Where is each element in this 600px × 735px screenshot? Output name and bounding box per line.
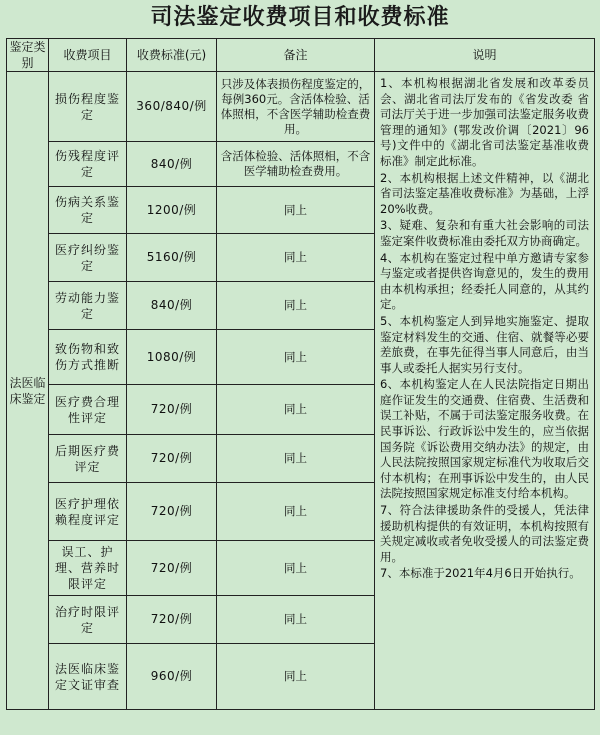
remark-cell: 只涉及体表损伤程度鉴定的，每例360元。含活体检验、活体照相，不含医学辅助检查费用。 bbox=[217, 72, 375, 142]
remark-cell: 同上 bbox=[217, 330, 375, 385]
explanation-item: 2、本机构根据上述文件精神，以《湖北省司法鉴定基准收费标准》为基础，上浮20%收费。 bbox=[380, 170, 589, 216]
explanation-item: 7、本标准于2021年4月6日开始执行。 bbox=[380, 566, 581, 581]
header-category: 鉴定类别 bbox=[7, 39, 49, 72]
fee-cell: 720/例 bbox=[127, 541, 217, 596]
item-cell: 劳动能力鉴定 bbox=[49, 282, 127, 330]
header-remark: 备注 bbox=[217, 39, 375, 72]
header-fee: 收费标准(元) bbox=[127, 39, 217, 72]
category-cell: 法医临床鉴定 bbox=[7, 72, 49, 710]
remark-cell: 同上 bbox=[217, 187, 375, 234]
header-item: 收费项目 bbox=[49, 39, 127, 72]
fee-cell: 840/例 bbox=[127, 142, 217, 187]
remark-cell: 同上 bbox=[217, 435, 375, 483]
remark-cell: 同上 bbox=[217, 483, 375, 541]
item-cell: 损伤程度鉴定 bbox=[49, 72, 127, 142]
item-cell: 治疗时限评定 bbox=[49, 596, 127, 644]
item-cell: 致伤物和致伤方式推断 bbox=[49, 330, 127, 385]
header-explanation: 说明 bbox=[375, 39, 595, 72]
remark-cell: 同上 bbox=[217, 596, 375, 644]
table-row bbox=[7, 72, 595, 142]
explanation-cell bbox=[375, 72, 595, 710]
item-cell: 医疗护理依赖程度评定 bbox=[49, 483, 127, 541]
explanation-item: 6、本机构鉴定人在人民法院指定日期出庭作证发生的交通费、住宿费、生活费和误工补贴，不属于司法鉴定服务收费。在民事诉讼、行政诉讼中发生的，应当依据国务院《诉讼费用交纳办法》的规定，由人民法院按照国家规定标准代为收取后交付本机构；在刑事诉讼中发生的，由人民法院按照国家规定标准支付给本机构。 bbox=[380, 377, 589, 501]
fee-cell: 5160/例 bbox=[127, 234, 217, 282]
explanation-item: 4、本机构在鉴定过程中单方邀请专家参与鉴定或者提供咨询意见的，发生的费用由本机构承担；经委托人同意的，从其约定。 bbox=[380, 250, 589, 312]
fee-table bbox=[6, 38, 595, 710]
remark-cell: 同上 bbox=[217, 282, 375, 330]
remark-cell: 同上 bbox=[217, 234, 375, 282]
fee-cell: 840/例 bbox=[127, 282, 217, 330]
explanation-item: 3、疑难、复杂和有重大社会影响的司法鉴定案件收费标准由委托双方协商确定。 bbox=[380, 218, 589, 248]
fee-cell: 1080/例 bbox=[127, 330, 217, 385]
fee-cell: 720/例 bbox=[127, 435, 217, 483]
explanation-item: 5、本机构鉴定人到异地实施鉴定、提取鉴定材料发生的交通、住宿、就餐等必要差旅费，在事先征得当事人同意后，由当事人或委托人据实另行支付。 bbox=[380, 313, 589, 375]
item-cell: 伤残程度评定 bbox=[49, 142, 127, 187]
item-cell: 法医临床鉴定文证审查 bbox=[49, 644, 127, 710]
remark-cell: 同上 bbox=[217, 541, 375, 596]
fee-cell: 720/例 bbox=[127, 483, 217, 541]
fee-cell: 360/840/例 bbox=[127, 72, 217, 142]
explanation-item: 1、本机构根据湖北省发展和改革委员会、湖北省司法厅发布的《省发改委 省司法厅关于进一步加强司法鉴定服务收费管理的通知》(鄂发改价调〔2021〕96号)文件中的《湖北省司法鉴定基准收费标准》制定此标准。 bbox=[380, 76, 589, 168]
item-cell: 医疗费合理性评定 bbox=[49, 385, 127, 435]
page-title: 司法鉴定收费项目和收费标准 bbox=[150, 5, 450, 30]
item-cell: 误工、护理、营养时限评定 bbox=[49, 541, 127, 596]
remark-cell: 同上 bbox=[217, 644, 375, 710]
fee-cell: 1200/例 bbox=[127, 187, 217, 234]
item-cell: 伤病关系鉴定 bbox=[49, 187, 127, 234]
header-row bbox=[7, 39, 595, 72]
explanation-item: 7、符合法律援助条件的受援人，凭法律援助机构提供的有效证明，本机构按照有关规定减收或者免收受援人的司法鉴定费用。 bbox=[380, 503, 589, 564]
fee-cell: 720/例 bbox=[127, 385, 217, 435]
item-cell: 医疗纠纷鉴定 bbox=[49, 234, 127, 282]
item-cell: 后期医疗费评定 bbox=[49, 435, 127, 483]
fee-cell: 720/例 bbox=[127, 596, 217, 644]
remark-cell: 同上 bbox=[217, 385, 375, 435]
remark-cell: 含活体检验、活体照相，不含医学辅助检查费用。 bbox=[217, 142, 375, 187]
fee-cell: 960/例 bbox=[127, 644, 217, 710]
